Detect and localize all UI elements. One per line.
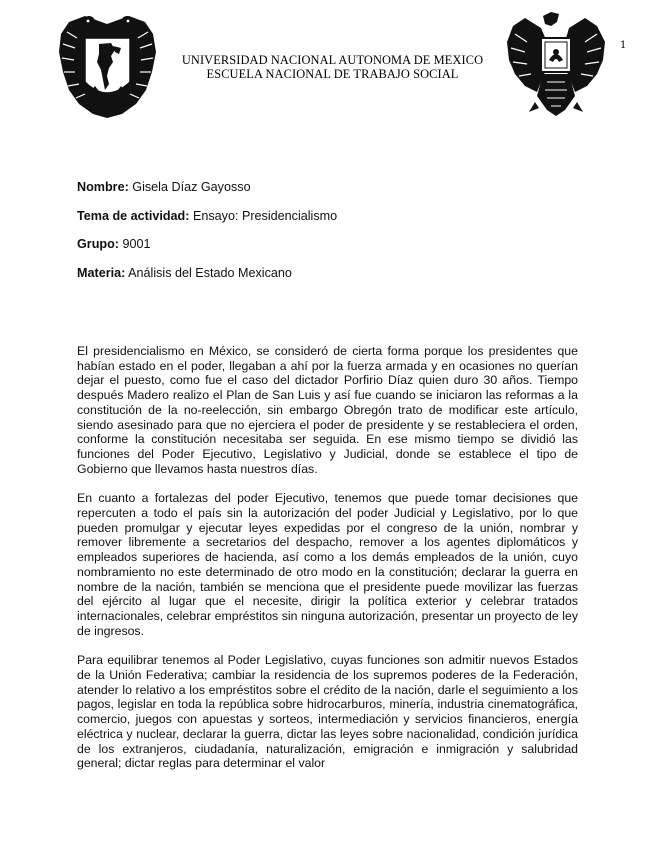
field-grupo (77, 237, 151, 251)
paragraph: Para equilibrar tenemos al Poder Legislativo, cuyas funciones son admitir nuevos Estados de la Unión Federativa; cambiar la residencia de los supremos poderes de la Federación, atender lo relativo a los empréstitos sobre el crédito de la nación, darle el seguimiento a los pagos, legislar en toda la república sobre hidrocarburos, minería, industria cinematográfica, comercio, juegos con apuestas y sorteos, intermediación y servicios financieros, energía eléctrica y nuclear, declarar la guerra, dictar las leyes sobre nacionalidad, condición jurídica de los extranjeros, ciudadanía, naturalización, emigración e inmigración y salubridad general; dictar reglas para determinar el valor (77, 653, 578, 771)
unam-seal-icon (55, 12, 160, 120)
field-materia-label: Materia: (77, 266, 126, 280)
paragraph: El presidencialismo en México, se consideró de cierta forma porque los presidentes que habían estado en el poder, llegaban a ahí por la fuerza armada y en ocasiones no querían dejar el puesto, como fue el caso del dictador Porfirio Díaz quien duro 30 años. Tiempo después Madero realizo el Plan de San Luis y así fue cuando se iniciaron las reformas a la constitución de la no-reelección, sin embargo Obregón trato de modificar este artículo, siendo asesinado para que no ejerciera el poder de presidente y se restableciera el orden, conforme la constitución necesitaba ser seguida. En ese mismo tiempo se dividió las funciones del Poder Ejecutivo, Legislativo y Judicial, donde se establece el tipo de Gobierno que llevamos hasta nuestros días. (77, 344, 578, 476)
field-nombre (77, 180, 251, 194)
document-header (150, 53, 515, 81)
field-tema-label: Tema de actividad: (77, 209, 190, 223)
school-name: ESCUELA NACIONAL DE TRABAJO SOCIAL (206, 67, 459, 81)
field-nombre-label: Nombre: (77, 180, 129, 194)
mexican-eagle-icon (505, 12, 607, 118)
field-grupo-value: 9001 (122, 237, 151, 251)
field-tema (77, 209, 337, 223)
field-materia (77, 266, 292, 280)
paragraph: En cuanto a fortalezas del poder Ejecutivo, tenemos que puede tomar decisiones que repercuten a todo el país sin la autorización del poder Judicial y Legislativo, por lo que pueden promulgar y ejecutar leyes expedidas por el congreso de la unión, nombrar y remover libremente a secretarios del despacho, remover a los agentes diplomáticos y empleados superiores de hacienda, así como a los demás empleados de la unión, cuyo nombramiento no este determinado de otro modo en la constitución; declarar la guerra en nombre de la nación, también se menciona que el presidente puede movilizar las fuerzas del ejército al lugar que el necesite, dirigir la política exterior y celebrar tratados internacionales, celebrar empréstitos sin ninguna autorización, presentar un proyecto de ley de ingresos. (77, 491, 578, 638)
page-number: 1 (620, 40, 627, 51)
university-name: UNIVERSIDAD NACIONAL AUTONOMA DE MEXICO (181, 53, 484, 67)
field-tema-value: Ensayo: Presidencialismo (192, 209, 338, 223)
field-materia-value: Análisis del Estado Mexicano (128, 266, 292, 280)
essay-body (77, 344, 578, 786)
field-nombre-value: Gisela Díaz Gayosso (132, 180, 251, 194)
field-grupo-label: Grupo: (77, 237, 119, 251)
